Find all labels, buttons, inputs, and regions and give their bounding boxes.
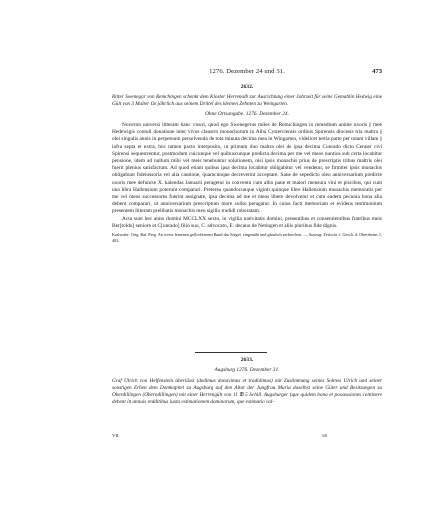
charter-paragraph: Noverint universi litteram hanc visuri, quod ego Swenegerus miles de Remichingen in remedium anime uxoris || mee Hedewigis contuli donatione inter vivos claustro monachorum in Alba Cysterciensis ordinis Spirensis diocesis tria maltra || olei singulis annis in perpetuum persolvenda de tota minuta decima mea in Wingarten, videlicet tertia parte per totam villam || infra septa et extra, hoc tamen pacto interposito, ut primum duo maltra olei de ipsa decima Cunrado dicto Cenner civi Spirensi sequestrentur, postmodum cuicunque vel quibuscunque predicta decima per me vel meos nuntios sub certa locabitur pensione, idem ad nullum mihi vel meis tenebuntur solutionem, nisi ipsis monachis prius de prescriptis tribus maltris olei fuerit plenius satisfactum. Ad quod etiam quibus ipsa decima locabitur obligabitur vel vendetur, se firmiter ipsis monachis obligabunt fideiussoria vel alia cautione, quamcunque decreverint acceptare. Sane de sepedicto oleo anniversarium predicte uxoris mee defuncte X. kalendas Januarii peragetur in conventu cum albo pane et maiori mensura vini et piscibus, qui cum una libra Hallensium poterunt comparari. Preterea quandocunque viginti quinque libre Hallensium monachis memoratis per me vel meos successores fuerint assignate, ipsa decima ad me et meos libere devolvetur et cum eadem pecunia bona alia debent comparari, ut anniversarium prescriptum more solito peragatur. In cuius facti memoriam et evidens testimonium presentem litteram prelibatis monachis meo sigillo tradidi roboratam. (112, 122, 382, 215)
document-number: 2632. (240, 84, 254, 90)
document-number: 2633. (240, 357, 254, 363)
running-head: 1276. Dezember 24 und 31. (209, 68, 285, 75)
page-header (112, 68, 382, 78)
signature-mark: VII. (112, 433, 120, 438)
charter-text (112, 122, 382, 230)
place-date: Augsburg 1276. Dezember 31. (214, 367, 280, 374)
folio-mark: 60 (322, 433, 327, 438)
charter-paragraph: Acta sunt hec anno domini MCCLXX sexto, in vigilia nativitatis domini, presentibus et consentientibus fratribus meis Ber[toldo] seniore et C[unrado] filio suo, C. advocato, E. decano de Netingen et aliis pluribus fide dignis. (112, 215, 382, 229)
place-date: Ohne Ortsangabe. 1276. Dezember 24. (205, 110, 289, 117)
document-2632 (112, 84, 382, 243)
source-note: Karlsruhe. Orig. Bal. Perg. An weiss-leinenen geflochtenem Band das Siegel, eingenäht und gänzlich zerbrochen. — Auszug: Zeitschr. f. Gesch. d. Oberrheins 1, 403. (112, 232, 382, 243)
document-summary: Ritter Swenegar von Remchingen schenkt dem Kloster Herrenalb zur Ausrichtung einer Jahrzeit für seine Gemahlin Hedwig eine Gült von 3 Malter Os jährlich aus seinem Drittel des kleinen Zehnten zu Weingarten. (112, 94, 382, 107)
section-divider (195, 352, 267, 353)
document-2633 (112, 357, 382, 406)
page-number: 473 (372, 68, 382, 75)
document-summary: Graf Ulrich von Helfenstein überlässt (dedimus donavimus et tradidimus) mit Zustimmung seines Sohnes Ulrich und seiner sonstigen Erben dem Domkapitel zu Augsburg auf den Altar der Jungfrau Maria daselbst seine Güter und Besitzungen zu Oberdillingen (Oberndillingen) mit einer Herrengült von 11 ℔ 5 Schill. Augsburger (que quidem bona et possessiones continere debent in annuis redditibus iuxta estimationem dominorum, que estimatio val- (112, 378, 382, 405)
